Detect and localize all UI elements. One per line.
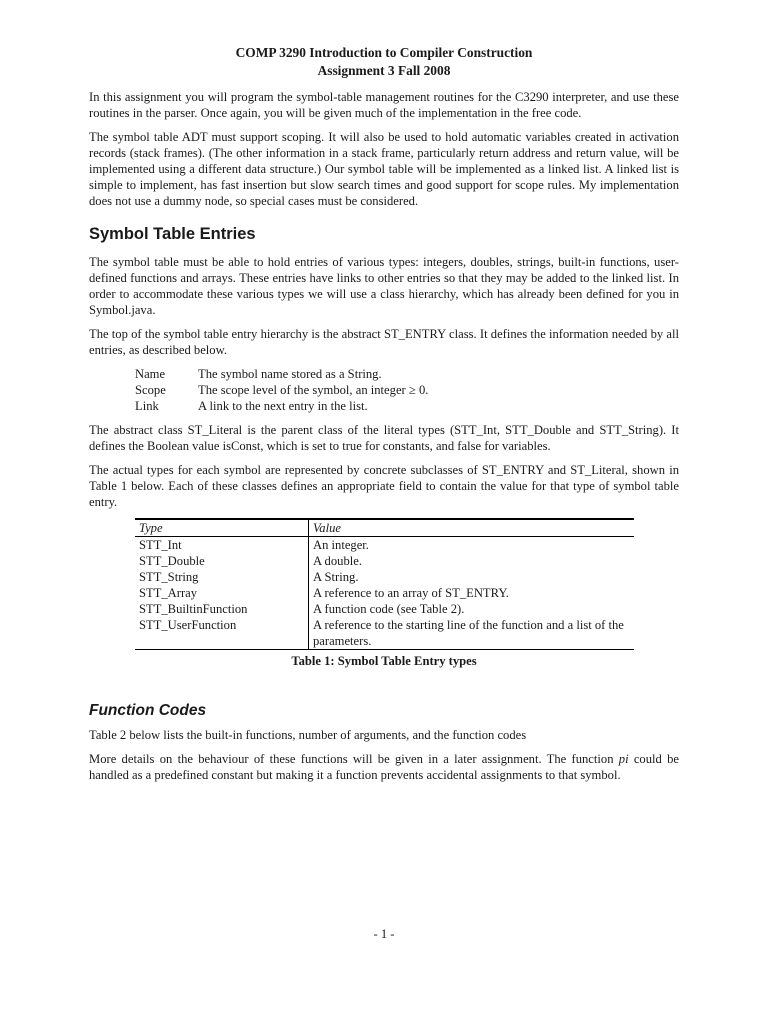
- table-row: [135, 601, 634, 617]
- table-row: [135, 537, 634, 554]
- field-row-scope: [135, 382, 679, 398]
- table-cell-value: A reference to an array of ST_ENTRY.: [313, 586, 509, 600]
- table-cell-type: STT_Int: [135, 537, 309, 554]
- table-cell-value: A function code (see Table 2).: [313, 602, 465, 616]
- table-cell-value: A String.: [313, 570, 359, 584]
- table-cell-type: STT_UserFunction: [135, 617, 309, 650]
- field-name: Scope: [135, 383, 166, 397]
- table-row: [135, 569, 634, 585]
- section1-paragraph-4: The actual types for each symbol are represented by concrete subclasses of ST_ENTRY and ST_Literal, shown in Table 1 below. Each of these classes defines an appropriate field to contain the value for that type of symbol table entry.: [89, 463, 679, 509]
- page-content: [89, 44, 679, 791]
- table-header-row: [135, 519, 634, 537]
- function-name-pi: pi: [618, 752, 629, 766]
- field-row-link: [135, 398, 679, 414]
- table-row: [135, 617, 634, 650]
- paragraph-text: could be handled as a predefined constant but making it a function prevents accidental assignments to that symbol.: [89, 752, 679, 782]
- field-name: Name: [135, 367, 166, 381]
- table-cell-value: A reference to the starting line of the function and a list of the parameters.: [313, 618, 624, 648]
- section1-paragraph-2: The top of the symbol table entry hierarchy is the abstract ST_ENTRY class. It defines the information needed by all entries, as described below.: [89, 327, 679, 357]
- section2-paragraph-2: [89, 751, 679, 783]
- field-row-name: [135, 366, 679, 382]
- course-title: COMP 3290 Introduction to Compiler Construction: [235, 45, 533, 60]
- field-description: A link to the next entry in the list.: [198, 399, 368, 413]
- page-number: - 1 -: [373, 927, 395, 941]
- intro-paragraph-1: In this assignment you will program the symbol-table management routines for the C3290 interpreter, and use these routines in the parser. Once again, you will be given much of the implementation in the free code.: [89, 90, 679, 120]
- table-caption: Table 1: Symbol Table Entry types: [291, 654, 477, 668]
- table-cell-type: STT_String: [135, 569, 309, 585]
- table-row: [135, 553, 634, 569]
- table-row: [135, 585, 634, 601]
- field-name: Link: [135, 399, 159, 413]
- intro-paragraph-2: The symbol table ADT must support scoping. It will also be used to hold automatic variables created in activation records (stack frames). (The other information in a stack frame, particularly return address and return value, will be implemented using a different data structure.) Our symbol table will be implemented as a linked list. A linked list is simple to implement, has fast insertion but slow search times and good support for scope rules. My implementation does not use a dummy node, so special cases must be considered.: [89, 130, 679, 208]
- field-description: The symbol name stored as a String.: [198, 367, 382, 381]
- entry-field-list: [135, 366, 679, 414]
- section1-paragraph-1: The symbol table must be able to hold entries of various types: integers, doubles, strings, built-in functions, user-defined functions and arrays. These entries have links to other entries so that they may be added to the linked list. In order to accommodate these various types we will use a class hierarchy, which has already been defined for you in Symbol.java.: [89, 255, 679, 317]
- table-cell-type: STT_Double: [135, 553, 309, 569]
- assignment-title: Assignment 3 Fall 2008: [317, 63, 451, 78]
- table-cell-value: An integer.: [313, 538, 369, 552]
- table-cell-value: A double.: [313, 554, 362, 568]
- field-description: The scope level of the symbol, an integer ≥ 0.: [198, 383, 429, 397]
- section-heading-function-codes: Function Codes: [89, 702, 207, 719]
- table-header-type: Type: [135, 519, 309, 537]
- section1-paragraph-3: The abstract class ST_Literal is the parent class of the literal types (STT_Int, STT_Double and STT_String). It defines the Boolean value isConst, which is set to true for constants, and false for variables.: [89, 423, 679, 453]
- section2-paragraph-1: Table 2 below lists the built-in functions, number of arguments, and the function codes: [89, 728, 527, 742]
- table-cell-type: STT_Array: [135, 585, 309, 601]
- table-header-value: Value: [309, 519, 635, 537]
- paragraph-text: More details on the behaviour of these functions will be given in a later assignment. The function: [89, 752, 619, 766]
- table-cell-type: STT_BuiltinFunction: [135, 601, 309, 617]
- symbol-table-entry-types-table: [135, 518, 634, 650]
- section-heading-symbol-table-entries: Symbol Table Entries: [89, 225, 256, 243]
